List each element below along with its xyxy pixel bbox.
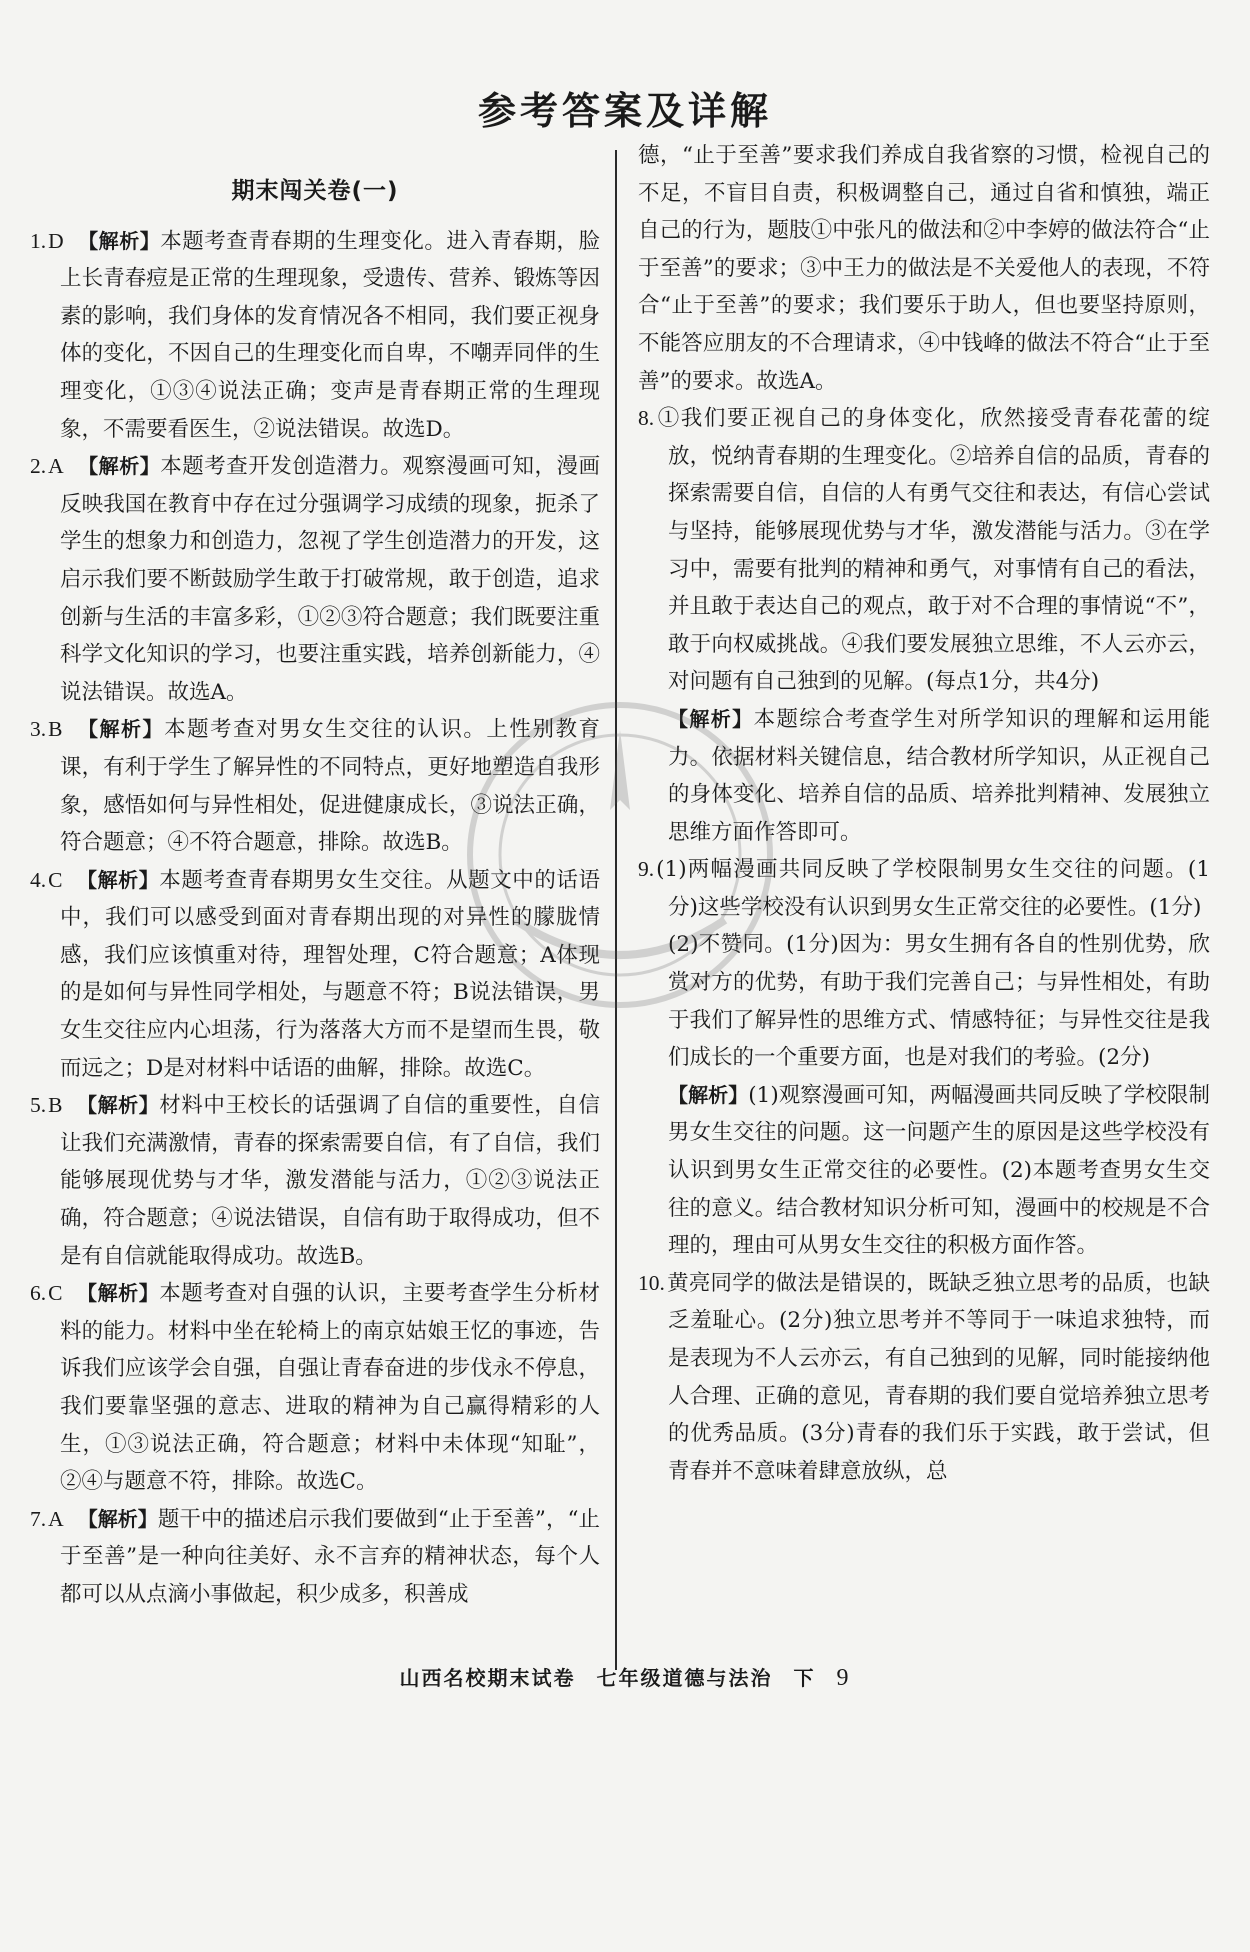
item-text: 材料中王校长的话强调了自信的重要性，自信让我们充满激情，青春的探索需要自信，有了自信，我们能够展现优势与才华，激发潜能与活力，①②③说法正确，符合题意；④说法错误，自信有助于取得成功，但不是有自信就能取得成功。故选B。 — [60, 1093, 600, 1269]
item-text: 本题考查开发创造潜力。观察漫画可知，漫画反映我国在教育中存在过分强调学习成绩的现象，扼杀了学生的想象力和创造力，忽视了学生创造潜力的开发，这启示我们要不断鼓励学生敢于打破常规，敢于创造，追求创新与生活的丰富多彩，①②③符合题意；我们既要注重科学文化知识的学习，也要注重实践，培养创新能力，④说法错误。故选A。 — [60, 454, 600, 705]
analysis-tag: 【解析】 — [77, 228, 161, 253]
answer-choice: A — [48, 1506, 64, 1531]
answer-paragraph — [638, 1077, 1210, 1265]
answer-list-right — [638, 137, 1210, 1490]
item-text: (1)两幅漫画共同反映了学校限制男女生交往的问题。(1分)这些学校没有认识到男女生正常交往的必要性。(1分) — [656, 857, 1210, 920]
analysis-tag: 【解析】 — [76, 717, 165, 742]
answer-item — [30, 1501, 600, 1614]
analysis-tag: 【解析】 — [76, 1093, 160, 1118]
answer-paragraph — [638, 400, 1210, 701]
answer-item — [30, 448, 600, 711]
right-column — [638, 137, 1210, 1490]
item-number: 8. — [638, 406, 655, 431]
answer-choice: D — [48, 228, 64, 253]
analysis-tag: 【解析】 — [76, 867, 160, 892]
item-number: 9. — [638, 857, 655, 882]
left-column — [30, 155, 600, 1614]
answer-choice: B — [48, 717, 63, 742]
analysis-tag: 【解析】 — [76, 1281, 160, 1306]
item-text: 题干中的描述启示我们要做到“止于至善”，“止于至善”是一种向往美好、永不言弃的精神状态，每个人都可以从点滴小事做起，积少成多，积善成 — [60, 1506, 600, 1607]
answer-paragraph — [638, 851, 1210, 926]
item-number: 4. — [30, 867, 47, 892]
item-text: 本题考查青春期男女生交往。从题文中的话语中，我们可以感受到面对青春期出现的对异性的朦胧情感，我们应该慎重对待，理智处理，C符合题意；A体现的是如何与异性同学相处，与题意不符；B说法错误，男女生交往应内心坦荡，行为落落大方而不是望而生畏，敬而远之；D是对材料中话语的曲解，排除。故选C。 — [60, 867, 600, 1081]
page-number: 9 — [836, 1665, 851, 1691]
item-text: (1)观察漫画可知，两幅漫画共同反映了学校限制男女生交往的问题。这一问题产生的原因是这些学校没有认识到男女生正常交往的必要性。(2)本题考查男女生交往的意义。结合教材知识分析可知，漫画中的校规是不合理的，理由可从男女生交往的积极方面作答。 — [668, 1082, 1210, 1259]
answer-list-left — [30, 223, 600, 1614]
item-number: 3. — [30, 717, 47, 742]
answer-paragraph — [638, 137, 1210, 400]
answer-item — [30, 862, 600, 1088]
page-footer — [0, 1662, 1250, 1692]
answer-paragraph — [638, 1265, 1210, 1491]
item-text: 本题考查对男女生交往的认识。上性别教育课，有利于学生了解异性的不同特点，更好地塑造自我形象，感悟如何与异性相处，促进健康成长，③说法正确，符合题意；④不符合题意，排除。故选B。 — [60, 717, 600, 856]
item-text: 本题考查对自强的认识，主要考查学生分析材料的能力。材料中坐在轮椅上的南京姑娘王忆的事迹，告诉我们应该学会自强，自强让青春奋进的步伐永不停息，我们要靠坚强的意志、进取的精神为自己赢得精彩的人生，①③说法正确，符合题意；材料中未体现“知耻”，②④与题意不符，排除。故选C。 — [60, 1281, 600, 1495]
page-title: 参考答案及详解 — [477, 89, 772, 133]
item-number: 2. — [30, 454, 47, 479]
answer-paragraph — [638, 926, 1210, 1076]
footer-publication: 山西名校期末试卷 — [399, 1666, 576, 1690]
analysis-tag: 【解析】 — [668, 706, 754, 731]
answer-item — [30, 711, 600, 861]
item-number: 5. — [30, 1093, 47, 1118]
answer-paragraph — [638, 701, 1210, 851]
item-text: (2)不赞同。(1分)因为：男女生拥有各自的性别优势，欣赏对方的优势，有助于我们完善自己；与异性相处，有助于我们了解异性的思维方式、情感特征；与异性交往是我们成长的一个重要方面，也是对我们的考验。(2分) — [668, 932, 1210, 1071]
answer-choice: B — [48, 1093, 63, 1118]
answer-choice: C — [48, 1281, 63, 1306]
section-title: 期末闯关卷(一) — [231, 178, 399, 204]
column-divider — [615, 150, 617, 1670]
item-text: 本题综合考查学生对所学知识的理解和运用能力。依据材料关键信息，结合教材所学知识，从正视自己的身体变化、培养自信的品质、培养批判精神、发展独立思维方面作答即可。 — [668, 706, 1210, 845]
item-number: 10. — [638, 1270, 665, 1295]
item-text: 黄亮同学的做法是错误的，既缺乏独立思考的品质，也缺乏羞耻心。(2分)独立思考并不等同于一味追求独特，而是表现为不人云亦云，有自己独到的见解，同时能接纳他人合理、正确的意见，青春期的我们要自觉培养独立思考的优秀品质。(3分)青春的我们乐于实践，敢于尝试，但青春并不意味着肆意放纵，总 — [666, 1270, 1210, 1484]
item-text: 本题考查青春期的生理变化。进入青春期，脸上长青春痘是正常的生理现象，受遗传、营养、锻炼等因素的影响，我们身体的发育情况各不相同，我们要正视身体的变化，不因自己的生理变化而自卑，不嘲弄同伴的生理变化，①③④说法正确；变声是青春期正常的生理现象，不需要看医生，②说法错误。故选D。 — [60, 228, 600, 442]
answer-item — [30, 223, 600, 449]
item-text: ①我们要正视自己的身体变化，欣然接受青春花蕾的绽放，悦纳青春期的生理变化。②培养自信的品质，青春的探索需要自信，自信的人有勇气交往和表达，有信心尝试与坚持，能够展现优势与才华，激发潜能与活力。③在学习中，需要有批判的精神和勇气，对事情有自己的看法，并且敢于表达自己的观点，敢于对不合理的事情说“不”，敢于向权威挑战。④我们要发展独立思维，不人云亦云，对问题有自己独到的见解。(每点1分，共4分) — [656, 406, 1210, 695]
item-number: 7. — [30, 1506, 47, 1531]
answer-item — [30, 1087, 600, 1275]
footer-volume: 下 — [793, 1666, 816, 1690]
item-text: 德，“止于至善”要求我们养成自我省察的习惯，检视自己的不足，不盲目自责，积极调整自己，通过自省和慎独，端正自己的行为，题肢①中张凡的做法和②中李婷的做法符合“止于至善”的要求；③中王力的做法是不关爱他人的表现，不符合“止于至善”的要求；我们要乐于助人，但也要坚持原则，不能答应朋友的不合理请求，④中钱峰的做法不符合“止于至善”的要求。故选A。 — [638, 143, 1210, 394]
analysis-tag: 【解析】 — [77, 454, 161, 479]
analysis-tag: 【解析】 — [668, 1082, 749, 1107]
analysis-tag: 【解析】 — [77, 1506, 158, 1531]
item-number: 1. — [30, 228, 47, 253]
item-number: 6. — [30, 1281, 47, 1306]
footer-subject: 七年级道德与法治 — [596, 1666, 773, 1690]
answer-choice: A — [48, 454, 64, 479]
answer-item — [30, 1275, 600, 1501]
answer-choice: C — [48, 867, 63, 892]
